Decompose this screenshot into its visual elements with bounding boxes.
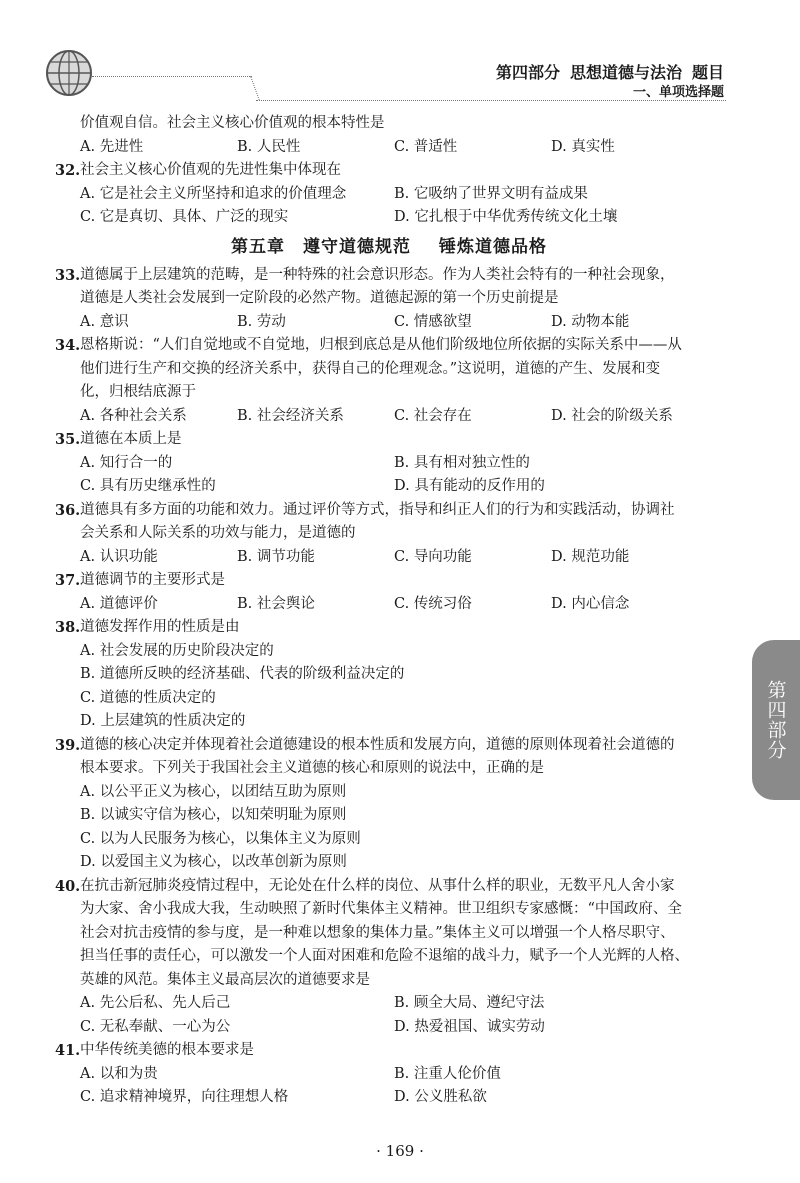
option-c: C. 社会存在	[394, 407, 472, 424]
chapter-title-left: 第五章 遵守道德规范	[231, 236, 411, 257]
option-a: A. 认识功能	[80, 548, 158, 565]
option-d: D. 动物本能	[551, 313, 630, 330]
option-d: D. 它扎根于中华优秀传统文化土壤	[394, 209, 618, 225]
side-tab	[752, 640, 800, 800]
question-text: 道德属于上层建筑的范畴，是一种特殊的社会意识形态。作为人类社会特有的一种社会现象，	[80, 266, 675, 283]
question-text-line: 化，归根结底源于	[80, 384, 196, 400]
option-c: C. 传统习俗	[394, 595, 472, 612]
option-d: D. 具有能动的反作用的	[394, 478, 545, 494]
options-row	[55, 1086, 723, 1110]
question-text: 恩格斯说：“人们自觉地或不自觉地，归根到底总是从他们阶级地位所依据的实际关系中——从	[80, 337, 682, 353]
option-a: A. 以公平正义为核心，以团结互助为原则	[80, 783, 347, 800]
option-d: D. 规范功能	[551, 548, 630, 565]
option-b: B. 社会舆论	[237, 595, 315, 612]
option-c: C. 追求精神境界，向往理想人格	[80, 1089, 289, 1105]
question-number: 37.	[55, 572, 81, 589]
page-number: · 169 ·	[376, 1142, 424, 1160]
options-row	[55, 136, 723, 160]
options-row	[55, 546, 723, 570]
header-dotted-rule-lower	[256, 100, 726, 101]
option-a: A. 社会发展的历史阶段决定的	[80, 642, 274, 659]
option-c: C. 它是真切、具体、广泛的现实	[80, 209, 289, 225]
option-d: D. 内心信念	[551, 595, 630, 612]
question-35	[55, 428, 723, 452]
question-text: 道德具有多方面的功能和效力。通过评价等方式，指导和纠正人们的行为和实践活动，协调社	[80, 501, 675, 518]
question-text-line: 会关系和人际关系的功效与能力，是道德的	[80, 525, 356, 541]
page-header	[0, 0, 800, 110]
question-text: 道德在本质上是	[80, 431, 182, 447]
question-text: 中华传统美德的根本要求是	[80, 1042, 254, 1058]
question-text-line: 根本要求。下列关于我国社会主义道德的核心和原则的说法中，正确的是	[80, 760, 544, 776]
page-content	[55, 112, 723, 1110]
question-number: 32.	[55, 162, 81, 179]
question-number: 38.	[55, 619, 81, 636]
header-dotted-rule-bend	[250, 76, 272, 100]
question-40	[55, 875, 723, 899]
option-c: C. 以为人民服务为核心，以集体主义为原则	[80, 830, 361, 847]
option-c: C. 无私奉献、一心为公	[80, 1018, 231, 1035]
question-number: 40.	[55, 877, 81, 895]
option-c: C. 道德的性质决定的	[80, 689, 216, 706]
question-text: 在抗击新冠肺炎疫情过程中，无论处在什么样的岗位、从事什么样的职业，无数平凡人舍小家	[80, 877, 675, 894]
question-text: 道德调节的主要形式是	[80, 572, 225, 588]
option-b: B. 调节功能	[237, 548, 315, 565]
options-row	[55, 311, 723, 335]
option-d: D. 以爱国主义为核心，以改革创新为原则	[80, 854, 347, 870]
option-d: D. 真实性	[551, 138, 615, 155]
option-a: A. 先进性	[80, 138, 144, 155]
chapter-title	[55, 230, 723, 264]
header-part: 第四部分	[495, 63, 560, 82]
options-row	[55, 452, 723, 476]
option-b: B. 道德所反映的经济基础、代表的阶级利益决定的	[80, 666, 405, 682]
header-subject: 思想道德与法治	[569, 63, 682, 82]
options-row	[55, 405, 723, 429]
header-title	[496, 60, 724, 83]
option-b: B. 以诚实守信为核心，以知荣明耻为原则	[80, 807, 347, 823]
option-d: D. 社会的阶级关系	[551, 407, 673, 424]
question-34	[55, 334, 723, 358]
option-a: A. 先公后私、先人后己	[80, 995, 231, 1011]
side-tab-label: 第四部分	[764, 680, 787, 760]
option-a: A. 知行合一的	[80, 454, 173, 471]
option-c: C. 导向功能	[394, 548, 472, 565]
question-37	[55, 569, 723, 593]
question-text-line: 英雄的风范。集体主义最高层次的道德要求是	[80, 971, 370, 988]
option-b: B. 它吸纳了世界文明有益成果	[394, 185, 588, 202]
question-39	[55, 734, 723, 758]
option-b: B. 社会经济关系	[237, 407, 344, 424]
option-d: D. 上层建筑的性质决定的	[80, 713, 246, 729]
question-number: 39.	[55, 736, 81, 754]
question-text-line: 为大家、舍小我成大我，生动映照了新时代集体主义精神。世卫组织专家感慨：“中国政府、全	[80, 901, 682, 917]
option-a: A. 各种社会关系	[80, 407, 187, 424]
options-row	[55, 1016, 723, 1040]
globe-icon	[44, 48, 94, 98]
question-41	[55, 1039, 723, 1063]
question-text-line: 他们进行生产和交换的经济关系中，获得自己的伦理观念。”这说明，道德的产生、发展和变	[80, 360, 661, 377]
options-row	[55, 183, 723, 207]
question-32	[55, 159, 723, 183]
option-a: A. 它是社会主义所坚持和追求的价值理念	[80, 185, 347, 202]
option-a: A. 道德评价	[80, 595, 158, 612]
option-d: D. 公义胜私欲	[394, 1089, 487, 1105]
option-a: A. 以和为贵	[80, 1065, 158, 1082]
header-section: 一、单项选择题	[632, 85, 724, 100]
question-number: 34.	[55, 337, 81, 354]
question-33	[55, 264, 723, 288]
question-text: 社会主义核心价值观的先进性集中体现在	[80, 162, 341, 178]
question-text: 道德的核心决定并体现着社会道德建设的根本性质和发展方向，道德的原则体现着社会道德的	[80, 736, 675, 753]
question-number: 41.	[55, 1042, 81, 1059]
question-text-line: 社会对抗击疫情的参与度，是一种难以想象的集体力量。”集体主义可以增强一个人格尽职守、	[80, 924, 675, 941]
option-b: B. 具有相对独立性的	[394, 454, 530, 471]
question-text-line: 担当任事的责任心，可以激发一个人面对困难和危险不退缩的战斗力，赋予一个人光辉的人格、	[80, 948, 689, 964]
option-b: B. 人民性	[237, 138, 301, 155]
option-d: D. 热爱祖国、诚实劳动	[394, 1018, 545, 1035]
options-row	[55, 206, 723, 230]
option-b: B. 顾全大局、遵纪守法	[394, 995, 545, 1011]
option-a: A. 意识	[80, 313, 129, 330]
options-row	[55, 593, 723, 617]
question-text: 道德发挥作用的性质是由	[80, 619, 240, 635]
question-number: 33.	[55, 266, 81, 284]
option-c: C. 情感欲望	[394, 313, 472, 330]
header-dotted-rule	[92, 76, 252, 77]
option-b: B. 注重人伦价值	[394, 1065, 501, 1082]
question-38	[55, 616, 723, 640]
option-c: C. 普适性	[394, 138, 458, 155]
question-number: 35.	[55, 431, 81, 448]
chapter-title-right: 锤炼道德品格	[439, 236, 547, 257]
question-continuation: 价值观自信。社会主义核心价值观的根本特性是	[80, 115, 385, 131]
header-kind: 题目	[691, 63, 724, 82]
question-36	[55, 499, 723, 523]
question-text-line: 道德是人类社会发展到一定阶段的必然产物。道德起源的第一个历史前提是	[80, 290, 559, 306]
option-b: B. 劳动	[237, 313, 286, 330]
options-row	[55, 475, 723, 499]
question-number: 36.	[55, 501, 81, 519]
option-c: C. 具有历史继承性的	[80, 478, 216, 494]
options-row	[55, 1063, 723, 1087]
options-row	[55, 992, 723, 1016]
